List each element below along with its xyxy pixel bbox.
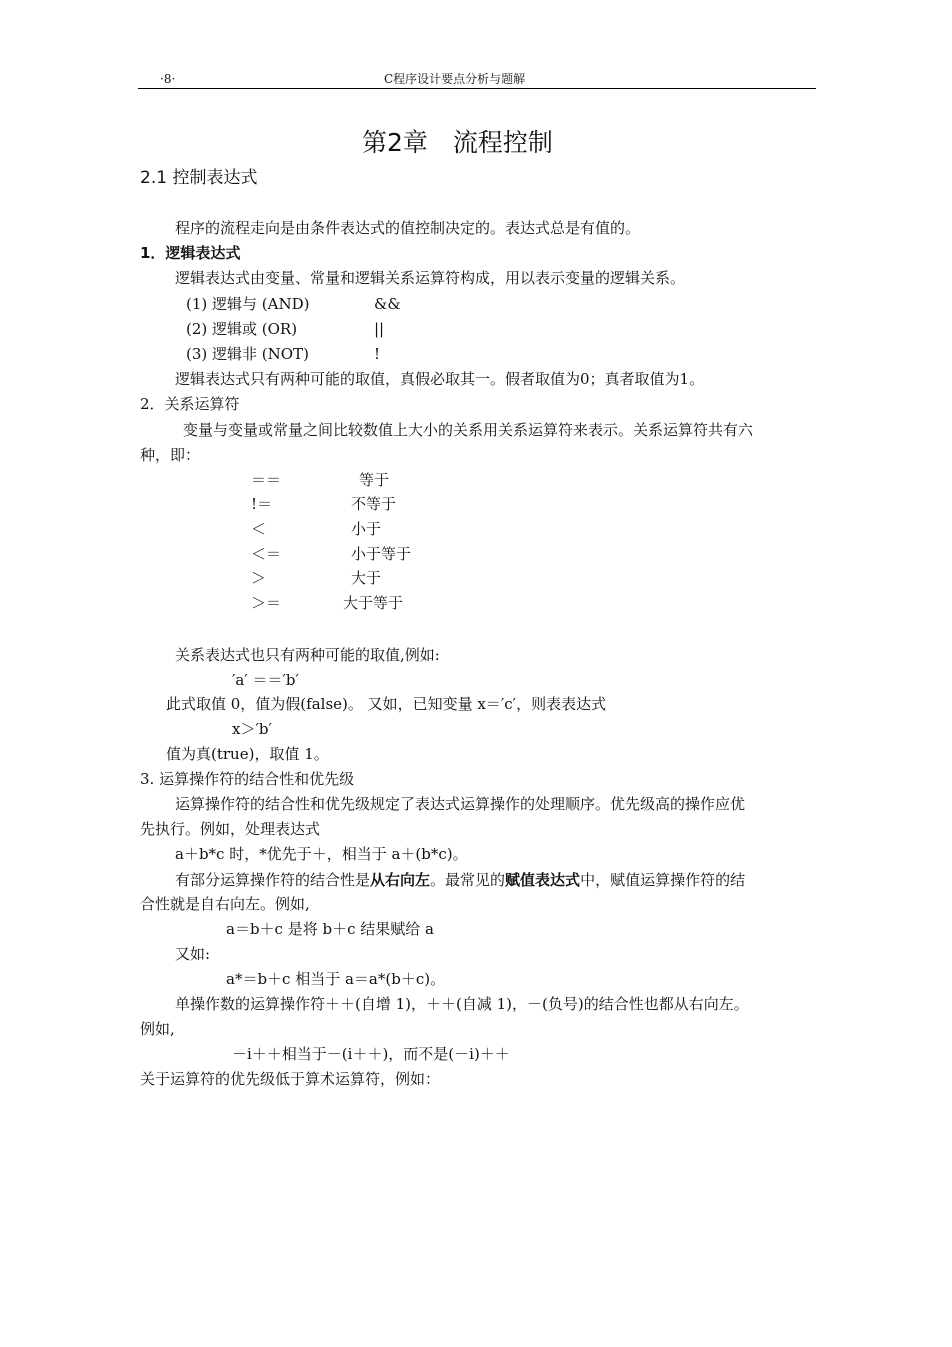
relational-op-meaning: 不等于 <box>351 495 397 513</box>
emphasis-assignment-expression: 赋值表达式 <box>505 871 581 889</box>
logic-op-name: (1) 逻辑与 (AND) <box>186 295 310 313</box>
closing-paragraph: 关于运算符的优先级低于算术运算符，例如： <box>140 1070 441 1088</box>
section-title: 控制表达式 <box>172 168 258 188</box>
intro-paragraph: 程序的流程走向是由条件表达式的值控制决定的。表达式总是有值的。 <box>175 219 641 237</box>
precedence-example: －i＋＋相当于－(i＋＋)，而不是(－i)＋＋ <box>232 1045 510 1063</box>
associativity-paragraph <box>175 870 745 890</box>
page-number: ·8· <box>160 72 176 86</box>
chapter-title: 第2章 流程控制 <box>362 128 553 157</box>
relational-example-result: 此式取值 0，值为假(false)。 又如，已知变量 x＝′c′，则表表达式 <box>166 695 607 713</box>
logic-op-name: (3) 逻辑非 (NOT) <box>186 345 309 363</box>
emphasis-right-to-left: 从右向左 <box>370 871 431 889</box>
relational-example-intro: 关系表达式也只有两种可能的取值,例如: <box>175 646 440 664</box>
associativity-text: 。最常见的 <box>430 871 506 889</box>
section-heading <box>140 167 257 189</box>
logic-description: 逻辑表达式由变量、常量和逻辑关系运算符构成，用以表示变量的逻辑关系。 <box>175 269 686 287</box>
logic-op-name: (2) 逻辑或 (OR) <box>186 320 298 338</box>
logic-heading: 1．逻辑表达式 <box>140 244 241 262</box>
associativity-text: 中，赋值运算操作符的结 <box>580 871 746 889</box>
unary-paragraph: 例如, <box>140 1020 175 1038</box>
relational-op-symbol: ＞ <box>251 569 267 587</box>
unary-paragraph: 单操作数的运算操作符＋＋(自增 1)，＋＋(自减 1)，－(负号)的结合性也都从右向左。 <box>175 995 749 1013</box>
relational-op-meaning: 等于 <box>359 471 390 489</box>
running-header-title: C程序设计要点分析与题解 <box>384 72 526 86</box>
relational-op-meaning: 大于 <box>351 569 382 587</box>
relational-example: x＞′b′ <box>232 720 272 738</box>
relational-op-meaning: 小于 <box>351 520 382 538</box>
associativity-text: 有部分运算操作符的结合性是 <box>175 871 371 889</box>
header-rule <box>138 88 816 89</box>
relational-op-meaning: 小于等于 <box>351 545 412 563</box>
relational-op-symbol: ＞＝ <box>251 594 282 612</box>
precedence-paragraph: 运算操作符的结合性和优先级规定了表达式运算操作的处理顺序。优先级高的操作应优 <box>175 795 746 813</box>
relational-op-symbol: ＜＝ <box>251 545 282 563</box>
precedence-heading: 3. 运算操作符的结合性和优先级 <box>140 770 355 788</box>
logic-op-symbol: && <box>374 295 401 313</box>
logic-op-symbol: ! <box>374 345 381 363</box>
section-number: 2.1 <box>140 168 168 188</box>
relational-description: 种，即： <box>140 446 201 464</box>
relational-op-symbol: ＜ <box>251 520 267 538</box>
relational-description: 变量与变量或常量之间比较数值上大小的关系用关系运算符来表示。关系运算符共有六 <box>183 421 754 439</box>
relational-op-symbol: !＝ <box>251 495 273 513</box>
relational-example-result: 值为真(true)，取值 1。 <box>166 745 329 763</box>
relational-heading: 2．关系运算符 <box>140 395 240 413</box>
precedence-example: a＋b*c 时，*优先于＋，相当于 a＋(b*c)。 <box>175 845 468 863</box>
precedence-paragraph: 先执行。例如，处理表达式 <box>140 820 321 838</box>
again-label: 又如: <box>175 945 211 963</box>
relational-op-symbol: ＝＝ <box>251 471 282 489</box>
precedence-example: a＝b＋c 是将 b＋c 结果赋给 a <box>226 920 434 938</box>
relational-op-meaning: 大于等于 <box>343 594 404 612</box>
relational-example: ′a′ ＝＝′b′ <box>232 671 299 689</box>
logic-op-symbol: || <box>374 320 385 338</box>
precedence-example: a*＝b＋c 相当于 a＝a*(b＋c)。 <box>226 970 446 988</box>
associativity-paragraph: 合性就是自右向左。例如, <box>140 895 310 913</box>
logic-note: 逻辑表达式只有两种可能的取值，真假必取其一。假者取值为0；真者取值为1。 <box>175 370 705 388</box>
